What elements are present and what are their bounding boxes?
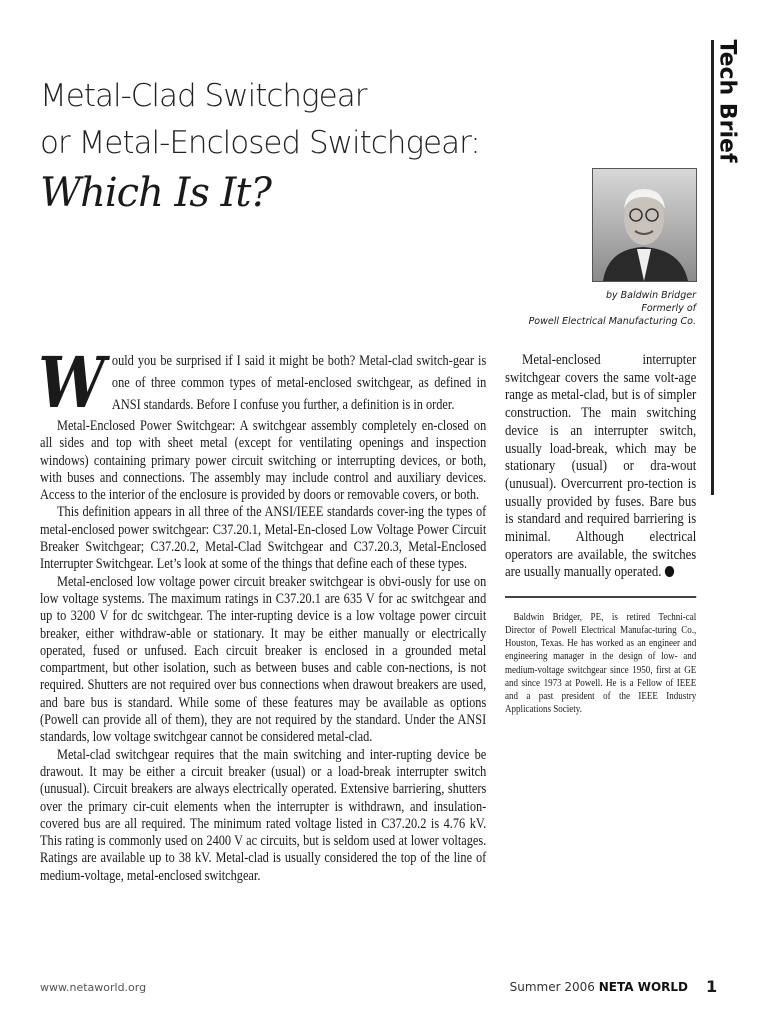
byline: [529, 289, 696, 328]
drop-cap: W: [38, 341, 106, 424]
title-line-1: Metal-Clad Switchgear: [40, 78, 367, 114]
intro-paragraph: [38, 341, 487, 424]
magazine-name: NETA WORLD: [598, 980, 688, 994]
bio-text: Baldwin Bridger, PE, is retired Techni-cal Director of Powell Electrical Manufac-turing Co., Houston, Texas. He has worked as an engineer and engineering manager in the design of low- and medium-voltage switchgear since 1950, first at GE and since 1973 at Powell. He is a Fellow of IEEE and a past president of the IEEE Industry Applications Society.: [505, 612, 697, 715]
byline-company: Powell Electrical Manufacturing Co.: [528, 316, 696, 327]
issue-date: Summer 2006: [509, 980, 595, 994]
paragraph: Metal-enclosed low voltage power circuit breaker switchgear is obvi-ously for use on low voltage systems. The maximum ratings in C37.20.1 are 635 V for ac switchgear and up to 3200 V for dc switchgear. The inter-rupting device is a low voltage power circuit breaker, either withdraw-able or stationary. It may be either manually or electrically operated, fused or unfused. Each circuit breaker is enclosed in a grounded metal compartment, but other isolation, such as between buses and cable con-nections, is not required. Shutters are not required over bus connections when drawout breakers are used, and bare bus is standard. While some of these features may be available as options (Powell can provide all of them), they are not required by the standard. Under the ANSI standards, low voltage switchgear cannot be considered metal-clad.: [40, 573, 487, 746]
section-tab-label: Tech Brief: [714, 39, 740, 163]
intro-text: ould you be surprised if I said it might be both? Metal-clad switch-gear is one of three common types of metal-enclosed switchgear, as defined in ANSI standards. Before I confuse you further, a definition is in order.: [111, 353, 487, 413]
divider: [505, 596, 696, 598]
byline-author: by Baldwin Bridger: [605, 290, 696, 301]
byline-formerly: Formerly of: [641, 303, 696, 314]
paragraph: Metal-clad switchgear requires that the main switching and inter-rupting device be drawout. It may be either a circuit breaker (usual) or a load-break interrupter switch (unusual). Circuit breakers are always electrically operated. Extensive barriering, shutters over the primary cir-cuit elements when the interrupter is withdrawn, and insulation-covered bus are all required. The minimum rated voltage listed in C37.20.2 is 4.76 kV. This rating is commonly used on 2400 V ac circuits, but is seldom used at lower voltages. Ratings are available up to 38 kV. Metal-clad is usually considered the top of the line of medium-voltage, metal-enclosed switchgear.: [40, 746, 487, 884]
right-column: [505, 352, 696, 716]
author-bio: [505, 611, 696, 716]
section-tab: [700, 39, 750, 194]
page-number: 1: [706, 977, 718, 996]
end-mark-icon: [665, 566, 674, 577]
paragraph: This definition appears in all three of the ANSI/IEEE standards cover-ing the types of metal-enclosed power switchgear: C37.20.1, Metal-En-closed Low Voltage Power Circuit Breaker Switchgear; C37.20.2, Metal-Clad Switchgear and C37.20.3, Metal-Enclosed Interrupter Switchgear. Let’s look at some of the things that define each of these types.: [40, 504, 487, 573]
title-line-2: or Metal-Enclosed Switchgear:: [40, 125, 480, 161]
title-line-3: Which Is It?: [40, 170, 271, 216]
footer-issue: [510, 980, 688, 994]
author-photo: [592, 168, 697, 282]
paragraph: Metal-enclosed interrupter switchgear covers the same volt-age range as metal-clad, but is of simpler construction. The main switching device is an interrupter switch, usually load-break, which may be stationary (usual) or dra-wout (unusual). Overcurrent pro-tection is usually provided by fuses. Bare bus is standard and required barriering is minimal. Although electrical operators are available, the switches are usually manually operated.: [505, 352, 697, 581]
footer-url[interactable]: www.netaworld.org: [40, 981, 147, 994]
right-column-text: [505, 352, 696, 582]
divider-vertical: [711, 40, 714, 495]
paragraph: Metal-Enclosed Power Switchgear: A switchgear assembly completely en-closed on all sides and top with sheet metal (except for ventilating openings and inspection windows) containing primary power circuit switching or interrupting devices, or both, with buses and connections. The assembly may include control and auxiliary devices. Access to the interior of the enclosure is provided by doors or removable covers, or both.: [40, 418, 487, 504]
left-column: [38, 341, 487, 885]
body-text: [40, 418, 486, 885]
